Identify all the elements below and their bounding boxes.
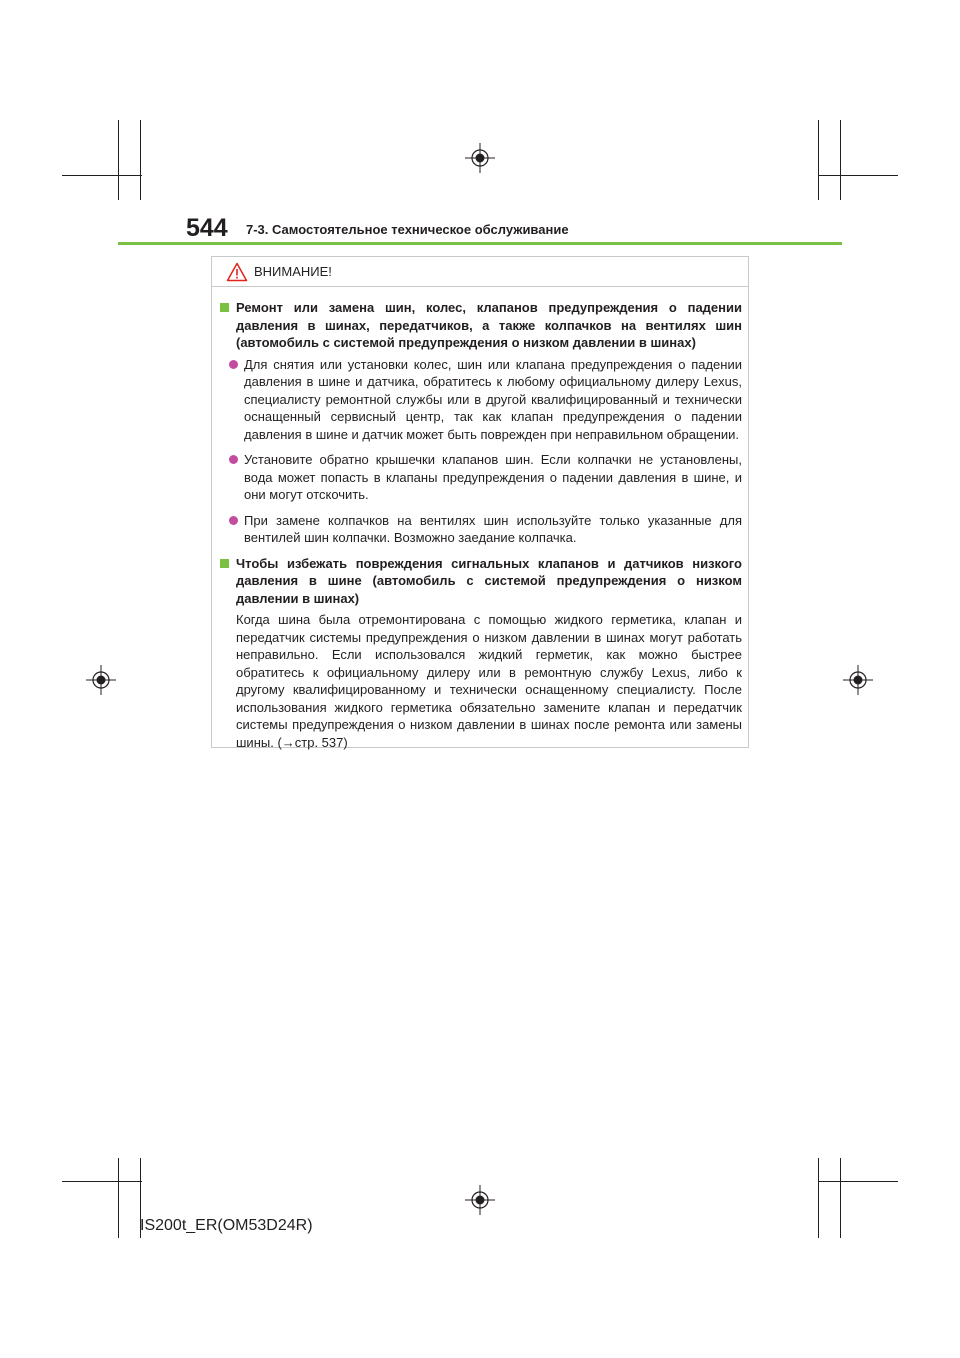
warning-header [212, 257, 748, 287]
warning-title: ВНИМАНИЕ! [254, 264, 332, 279]
section-heading [220, 299, 742, 352]
registration-mark-icon [465, 1185, 495, 1215]
warning-content [220, 299, 742, 751]
document-code: IS200t_ER(OM53D24R) [140, 1217, 313, 1234]
square-bullet-icon [220, 303, 229, 312]
section-paragraph: Когда шина была отремонтирована с помощью жидкого герметика, клапан и передатчик системы предупреждения о низком давлении в шинах могут работать неправильно. Если использовался жидкий герметик, как можно быстрее обратитесь к официальному дилеру или в ремонтную службу Lexus, либо к другому квалифицированному и технически оснащенному специалисту. После использования жидкого герметика обязательно замените клапан и передатчик системы предупреждения о низком давлении в шинах после ремонта или замены шины. (→стр. 537) [236, 612, 742, 750]
warning-box [211, 256, 749, 748]
list-item [220, 451, 742, 504]
list-item-text: Для снятия или установки колес, шин или клапана предупреждения о падении давления в шине и датчика, обратитесь к любому официальному дилеру Lexus, специалисту ремонтной службы или в другой квалифицированный и технически оснащенный сервисный центр, так как клапан предупреждения о падении давления в шине и датчик может быть поврежден при неправильном обращении. [244, 356, 742, 442]
registration-mark-icon [86, 665, 116, 695]
chapter-title: 7-3. Самостоятельное техническое обслуживание [246, 222, 569, 237]
list-item-text: При замене колпачков на вентилях шин используйте только указанные для вентилей шин колпачки. Возможно заедание колпачка. [244, 512, 742, 545]
list-item [220, 512, 742, 547]
round-bullet-icon [229, 360, 238, 369]
registration-mark-icon [843, 665, 873, 695]
round-bullet-icon [229, 455, 238, 464]
header-rule [118, 242, 842, 245]
warning-triangle-icon [226, 262, 248, 282]
list-item-text: Установите обратно крышечки клапанов шин. Если колпачки не установлены, вода может попасть в клапаны предупреждения о падении давления в шине, и они могут отскочить. [244, 452, 742, 502]
section-heading [220, 555, 742, 608]
list-item [220, 356, 742, 444]
square-bullet-icon [220, 559, 229, 568]
section-heading-text: Ремонт или замена шин, колес, клапанов предупреждения о падении давления в шинах, передатчиков, а также колпачков на вентилях шин (автомобиль с системой предупреждения о низком давлении в шинах) [236, 300, 742, 350]
section-heading-text: Чтобы избежать повреждения сигнальных клапанов и датчиков низкого давления в шине (автомобиль с системой предупреждения о низком давлении в шинах) [236, 555, 742, 606]
registration-mark-icon [465, 143, 495, 173]
page-number: 544 [186, 214, 228, 242]
round-bullet-icon [229, 516, 238, 525]
